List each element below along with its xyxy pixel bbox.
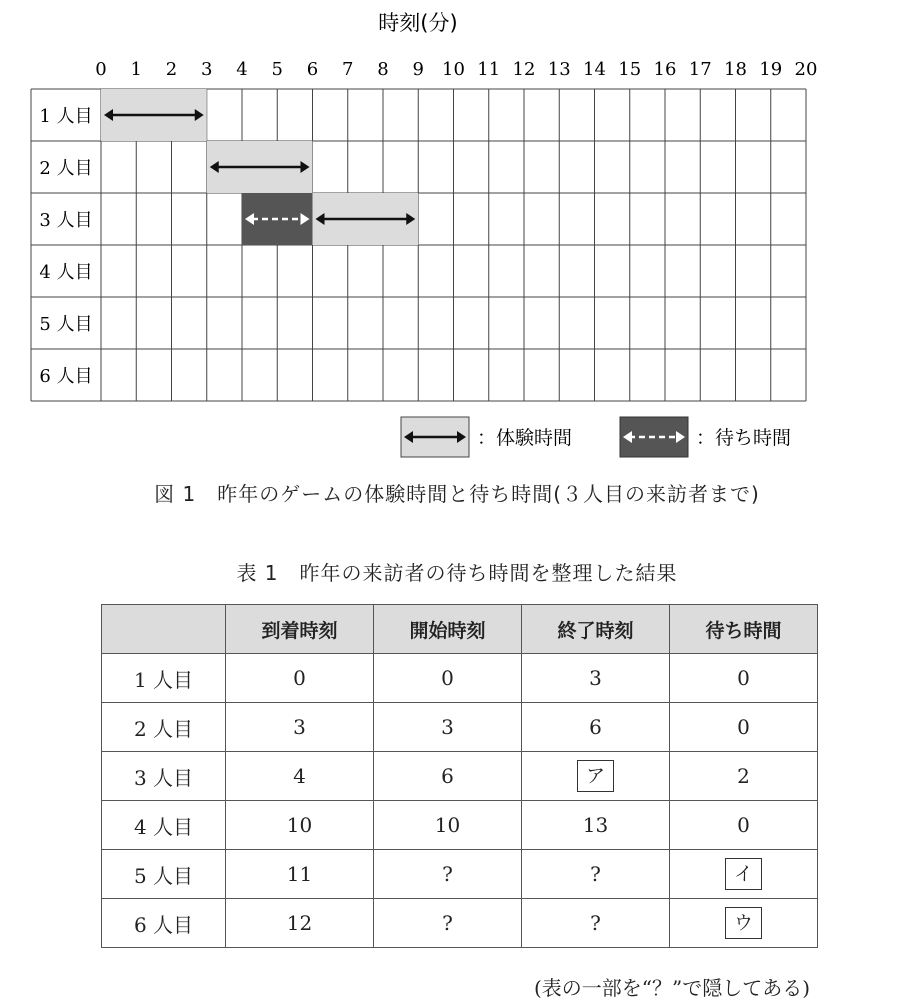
row-label-cell: 3 人目 (102, 752, 226, 801)
header-cell-start: 開始時刻 (374, 605, 522, 654)
row-label: 4 人目 (39, 262, 93, 283)
table-cell: 6 (522, 703, 670, 752)
table-row (102, 752, 818, 801)
bar-experience-1 (207, 141, 313, 193)
x-tick-label: 18 (724, 59, 747, 80)
table-cell: 3 (374, 703, 522, 752)
row-label: 2 人目 (39, 158, 93, 179)
table-row (102, 654, 818, 703)
table-cell (670, 850, 818, 899)
x-tick-label: 3 (201, 59, 213, 80)
legend-experience-label: ：体験時間 (477, 427, 573, 449)
row-label-cell: 1 人目 (102, 654, 226, 703)
x-tick-label: 20 (794, 59, 818, 80)
row-label-cell: 5 人目 (102, 850, 226, 899)
row-label: 3 人目 (39, 210, 93, 231)
table-header-row (102, 605, 818, 654)
header-cell-blank (102, 605, 226, 654)
x-tick-label: 7 (342, 59, 354, 80)
bar-experience-3 (313, 193, 419, 245)
figure-caption: 図 1 昨年のゲームの体験時間と待ち時間(３人目の来訪者まで) (154, 482, 760, 506)
x-tick-label: 4 (236, 59, 248, 80)
x-tick-label: 16 (653, 59, 677, 80)
row-label: 6 人目 (39, 366, 93, 387)
table-cell: ? (522, 899, 670, 948)
table-cell: 12 (226, 899, 374, 948)
table-cell: 3 (226, 703, 374, 752)
row-label: 1 人目 (39, 106, 93, 127)
table-cell: 0 (226, 654, 374, 703)
answer-blank-box: ウ (725, 907, 762, 939)
table-cell (670, 899, 818, 948)
x-tick-label: 17 (688, 59, 712, 80)
bars (101, 89, 418, 245)
x-tick-label: 9 (412, 59, 424, 80)
table-cell: ? (522, 850, 670, 899)
axis-title: 時刻(分) (378, 11, 458, 35)
x-tick-label: 10 (442, 59, 465, 80)
table-cell: 0 (670, 703, 818, 752)
x-tick-label: 13 (547, 59, 571, 80)
gantt-figure (0, 0, 914, 470)
table-note: (表の一部を“？”で隠してある) (533, 976, 810, 1000)
x-tick-label: 2 (165, 59, 178, 80)
table-cell: 0 (374, 654, 522, 703)
legend-wait-label: ：待ち時間 (696, 427, 792, 449)
table-cell: 0 (670, 801, 818, 850)
header-cell-arrival: 到着時刻 (226, 605, 374, 654)
header-cell-wait: 待ち時間 (670, 605, 818, 654)
table-cell: 3 (522, 654, 670, 703)
table-cell: 2 (670, 752, 818, 801)
x-tick-label: 0 (95, 59, 107, 80)
table-caption: 表 1 昨年の来訪者の待ち時間を整理した結果 (236, 561, 678, 585)
table-cell (522, 752, 670, 801)
row-label-cell: 2 人目 (102, 703, 226, 752)
table-cell: ? (374, 899, 522, 948)
table-row (102, 801, 818, 850)
table-row (102, 899, 818, 948)
x-tick-label: 5 (271, 59, 283, 80)
answer-blank-box: イ (725, 858, 762, 890)
legend (401, 417, 791, 457)
x-tick-labels (95, 59, 817, 80)
row-label-cell: 4 人目 (102, 801, 226, 850)
x-tick-label: 12 (512, 59, 536, 80)
answer-blank-box: ア (577, 760, 614, 792)
results-table (101, 604, 818, 948)
table-cell: 11 (226, 850, 374, 899)
row-labels (39, 106, 92, 387)
row-label-cell: 6 人目 (102, 899, 226, 948)
table-cell: 4 (226, 752, 374, 801)
bar-wait-2 (242, 193, 313, 245)
table-cell: 13 (522, 801, 670, 850)
x-tick-label: 14 (583, 59, 606, 80)
table-cell: ? (374, 850, 522, 899)
table-row (102, 850, 818, 899)
header-cell-end: 終了時刻 (522, 605, 670, 654)
table-cell: 6 (374, 752, 522, 801)
x-tick-label: 19 (759, 59, 783, 80)
table-cell: 0 (670, 654, 818, 703)
x-tick-label: 8 (377, 59, 389, 80)
table-cell: 10 (226, 801, 374, 850)
table-row (102, 703, 818, 752)
row-label: 5 人目 (39, 314, 93, 335)
x-tick-label: 1 (130, 59, 142, 80)
bar-experience-0 (101, 89, 207, 141)
x-tick-label: 6 (306, 59, 319, 80)
table-cell: 10 (374, 801, 522, 850)
x-tick-label: 15 (618, 59, 642, 80)
x-tick-label: 11 (477, 59, 501, 80)
